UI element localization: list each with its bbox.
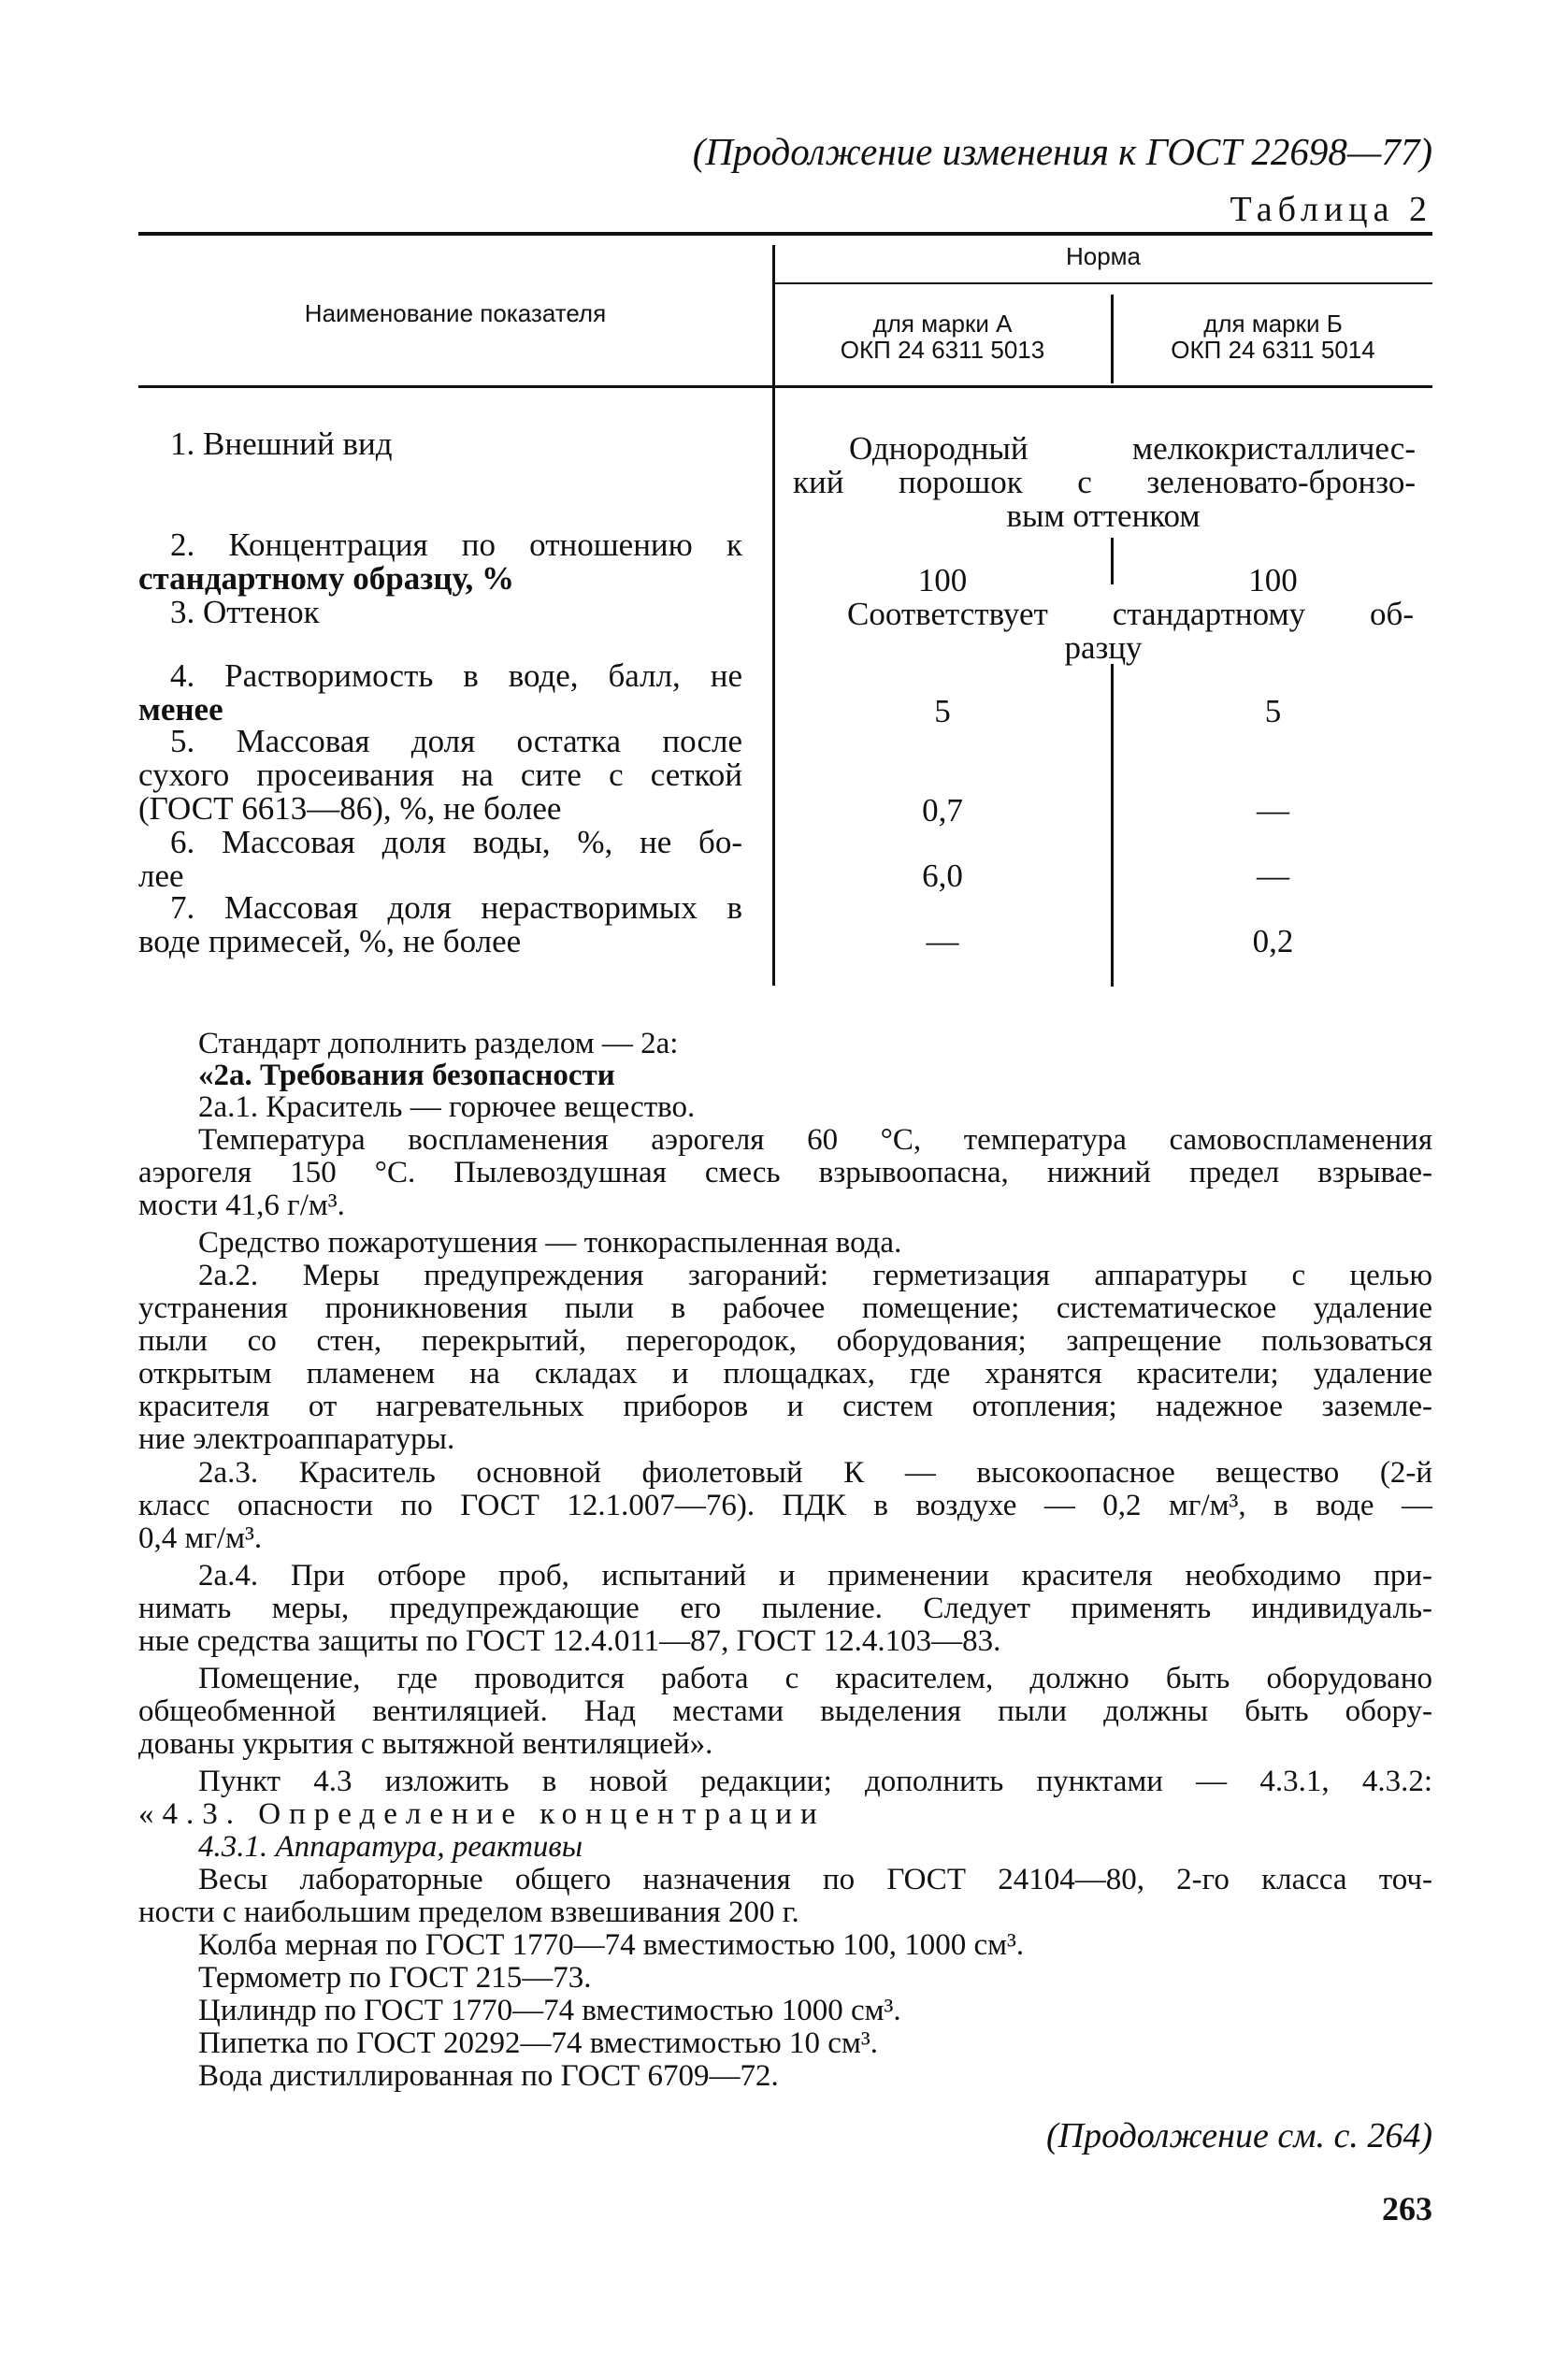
- paragraph-thermometer: Термометр по ГОСТ 215—73.: [198, 1961, 592, 1995]
- paragraph-clause-4-3: Пункт 4.3 изложить в новой редакции; дополнить пунктами — 4.3.1, 4.3.2:: [198, 1765, 1432, 1798]
- paragraph-scales-line1: Весы лабораторные общего назначения по ГОСТ 24104—80, 2-го класса точ-: [198, 1863, 1432, 1896]
- continuation-header: (Продолжение изменения к ГОСТ 22698—77): [692, 130, 1432, 173]
- paragraph-2a3-line3: 0,4 мг/м³.: [138, 1521, 263, 1555]
- table-title: Таблица 2: [1230, 190, 1432, 229]
- column-header-name: Наименование показателя: [304, 299, 607, 327]
- paragraph-pipette: Пипетка по ГОСТ 20292—74 вместимостью 10 см³.: [198, 2026, 878, 2060]
- row5-name-line1: 5. Массовая доля остатка после: [170, 723, 742, 759]
- row4-name-line1: 4. Растворимость в воде, балл, не: [170, 657, 742, 694]
- row2-name-line2: стандартному образцу, %: [138, 560, 515, 597]
- paragraph-2a2-line2: устранения проникновения пыли в рабочее помещение; систематическое удаление: [138, 1291, 1432, 1325]
- row3-norm-line2: разцу: [1064, 629, 1143, 666]
- row4-value-a: 5: [934, 693, 951, 729]
- column-header-norm: Норма: [1065, 242, 1142, 270]
- norm-divider-rule: [774, 282, 1432, 284]
- row7-name-line1: 7. Массовая доля нерастворимых в: [170, 889, 742, 926]
- paragraph-2a2-line1: 2а.2. Меры предупреждения загораний: герметизация аппаратуры с целью: [198, 1259, 1432, 1292]
- row2-value-b: 100: [1248, 562, 1298, 598]
- row1-name: 1. Внешний вид: [170, 425, 393, 462]
- row6-name-line2: лее: [138, 858, 184, 894]
- paragraph-2a3-line1: 2а.3. Краситель основной фиолетовый К — высокоопасное вещество (2-й: [198, 1456, 1432, 1490]
- row4-value-b: 5: [1264, 693, 1282, 729]
- paragraph-ventilation-line1: Помещение, где проводится работа с красителем, должно быть оборудовано: [198, 1662, 1432, 1695]
- paragraph-2a2-line3: пыли со стен, перекрытий, перегородок, оборудования; запрещение пользоваться: [138, 1324, 1432, 1358]
- continuation-footer: (Продолжение см. с. 264): [1045, 2116, 1432, 2155]
- row7-value-a: —: [926, 923, 959, 959]
- section-heading-concentration: «4.3. Определение концентрации: [138, 1797, 826, 1831]
- paragraph-2a4-line1: 2а.4. При отборе проб, испытаний и применении красителя необходимо при-: [198, 1559, 1432, 1593]
- paragraph-add-section: Стандарт дополнить разделом — 2а:: [198, 1027, 679, 1060]
- column-header-grade-b-line2: ОКП 24 6311 5014: [1171, 336, 1375, 364]
- column-header-grade-a-line2: ОКП 24 6311 5013: [840, 336, 1045, 364]
- paragraph-flask: Колба мерная по ГОСТ 1770—74 вместимостью 100, 1000 см³.: [198, 1928, 1025, 1962]
- page-number: 263: [1382, 2190, 1432, 2227]
- paragraph-ventilation-line3: дованы укрытия с вытяжной вентиляцией».: [138, 1727, 713, 1761]
- row5-value-a: 0,7: [922, 792, 963, 829]
- row7-value-b: 0,2: [1252, 923, 1294, 959]
- paragraph-2a2-line6: ние электроаппаратуры.: [138, 1422, 455, 1456]
- paragraph-ventilation-line2: общеобменной вентиляцией. Над местами выделения пыли должны быть обору-: [138, 1694, 1432, 1728]
- row6-name-line1: 6. Массовая доля воды, %, не бо-: [170, 824, 742, 860]
- row3-norm-line1: Соответствует стандартному об-: [847, 596, 1414, 632]
- section-heading-safety: «2а. Требования безопасности: [198, 1059, 615, 1092]
- row3-name: 3. Оттенок: [170, 594, 320, 630]
- row5-name-line3: (ГОСТ 6613—86), %, не более: [138, 790, 562, 827]
- row4-name-line2: менее: [138, 691, 223, 728]
- paragraph-temperature-line1: Температура воспламенения аэрогеля 60 °С, температура самовоспламенения: [198, 1123, 1432, 1157]
- paragraph-water: Вода дистиллированная по ГОСТ 6709—72.: [198, 2059, 779, 2093]
- row6-value-a: 6,0: [922, 858, 963, 894]
- row2-value-a: 100: [917, 562, 968, 598]
- row6-value-b: —: [1257, 858, 1289, 894]
- column-header-grade-a-line1: для марки А: [872, 310, 1013, 338]
- paragraph-2a2-line5: красителя от нагревательных приборов и систем отопления; надежное заземле-: [138, 1390, 1432, 1423]
- table-top-rule: [138, 232, 1432, 236]
- paragraph-2a2-line4: открытым пламенем на складах и площадках, где хранятся красители; удаление: [138, 1357, 1432, 1391]
- table-header-bottom-rule: [138, 385, 1432, 388]
- paragraph-cylinder: Цилиндр по ГОСТ 1770—74 вместимостью 1000 см³.: [198, 1994, 901, 2027]
- paragraph-extinguishing: Средство пожаротушения — тонкораспыленная вода.: [198, 1226, 902, 1260]
- paragraph-2a1: 2а.1. Краситель — горючее вещество.: [198, 1090, 696, 1124]
- row5-name-line2: сухого просеивания на сите с сеткой: [138, 757, 742, 793]
- paragraph-scales-line2: ности с наибольшим пределом взвешивания 200 г.: [138, 1896, 799, 1929]
- row7-name-line2: воде примесей, %, не более: [138, 923, 522, 959]
- row1-norm-line1: Однородный мелкокристалличес-: [849, 430, 1416, 467]
- row1-norm-line2: кий порошок с зеленовато-бронзо-: [793, 464, 1416, 500]
- row1-norm-line3: вым оттенком: [1006, 497, 1201, 534]
- row5-value-b: —: [1257, 792, 1289, 829]
- paragraph-2a4-line2: нимать меры, предупреждающие его пыление. Следует применять индивидуаль-: [138, 1592, 1432, 1625]
- paragraph-temperature-line3: мости 41,6 г/м³.: [138, 1189, 345, 1222]
- subheading-apparatus: 4.3.1. Аппаратура, реактивы: [198, 1830, 583, 1864]
- column-header-grade-b-line1: для марки Б: [1203, 310, 1343, 338]
- row2-name-line1: 2. Концентрация по отношению к: [170, 526, 742, 563]
- paragraph-temperature-line2: аэрогеля 150 °С. Пылевоздушная смесь взрывоопасна, нижний предел взрывае-: [138, 1156, 1432, 1189]
- paragraph-2a3-line2: класс опасности по ГОСТ 12.1.007—76). ПДК в воздухе — 0,2 мг/м³, в воде —: [138, 1489, 1432, 1522]
- paragraph-2a4-line3: ные средства защиты по ГОСТ 12.4.011—87, ГОСТ 12.4.103—83.: [138, 1624, 1001, 1658]
